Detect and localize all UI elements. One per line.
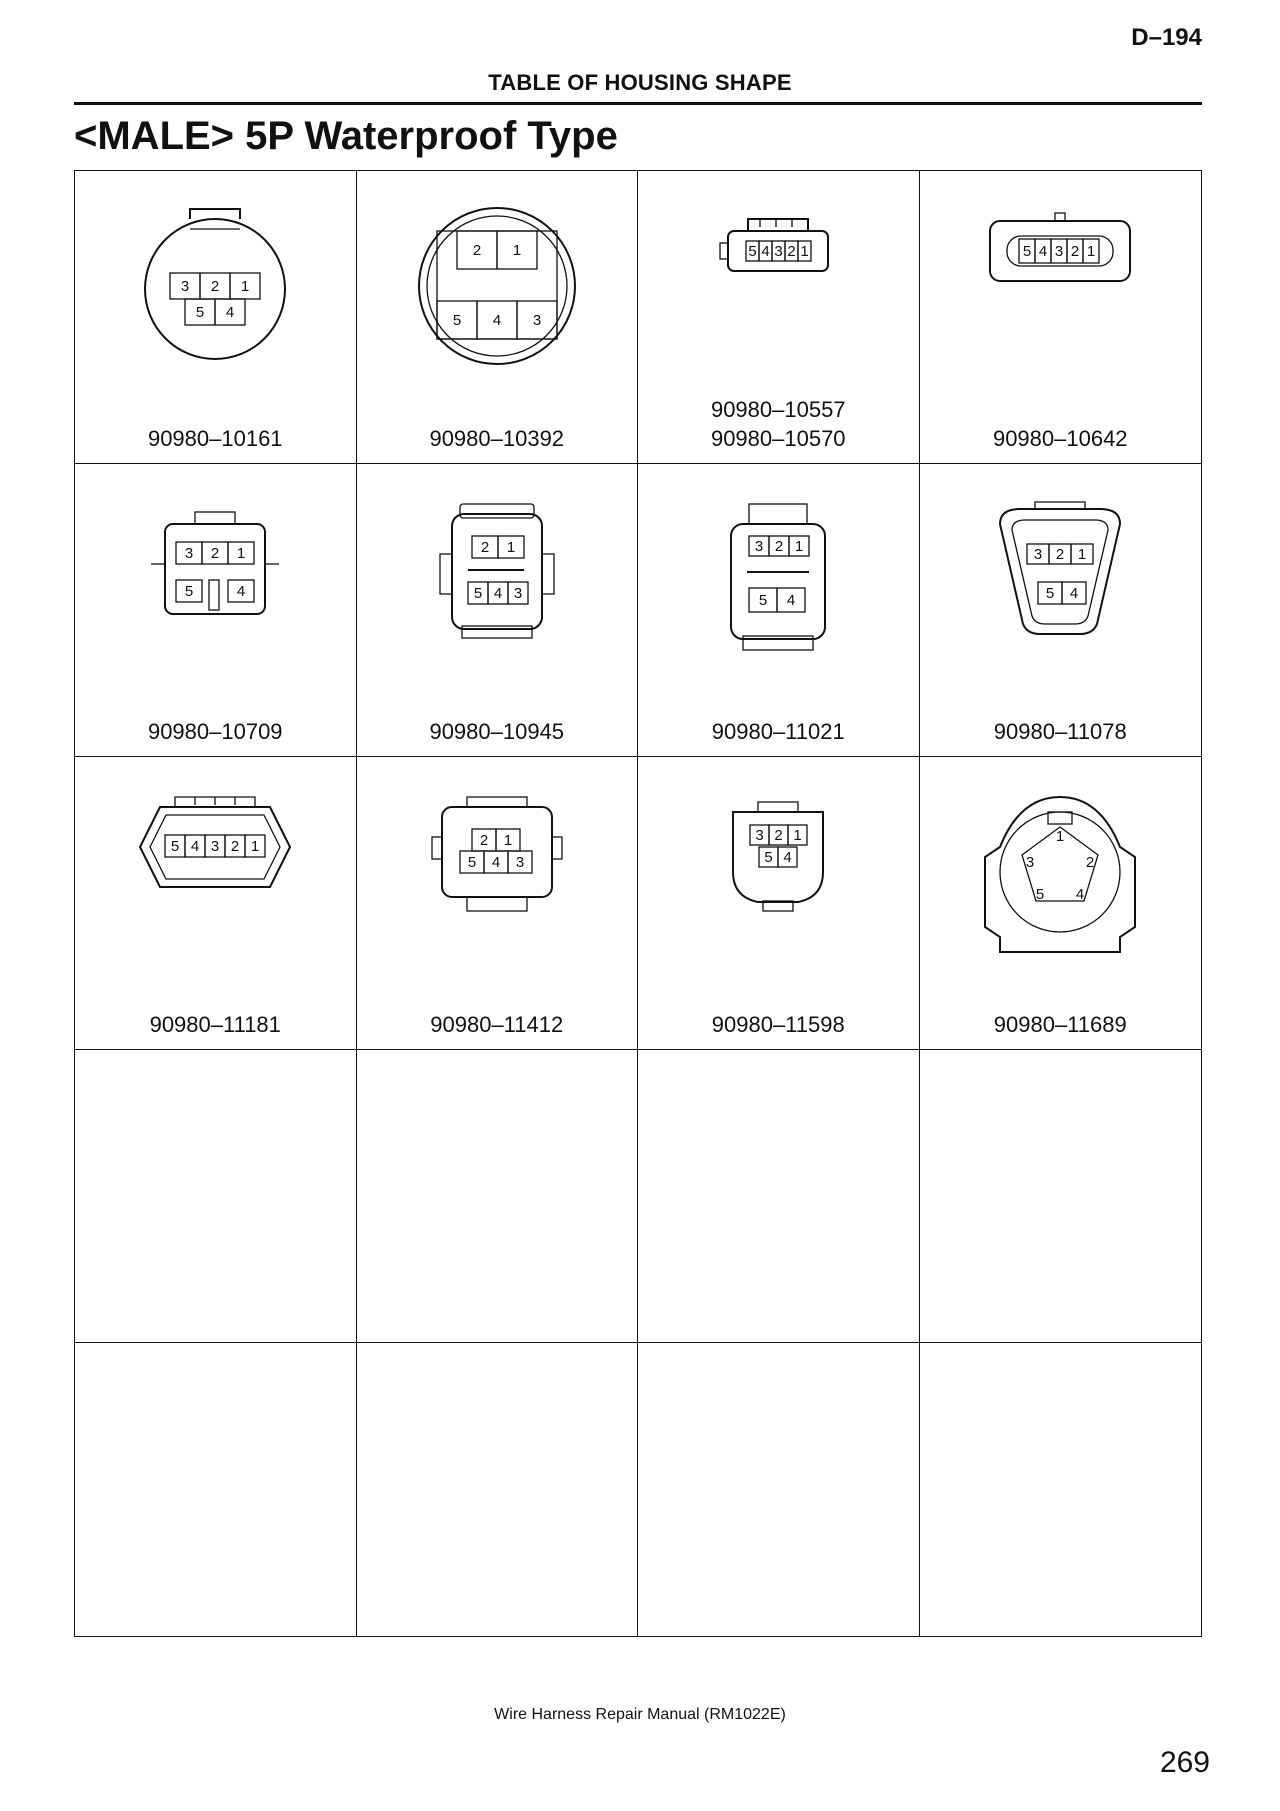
pin-label: 2	[472, 241, 481, 259]
pin-label: 1	[237, 544, 246, 562]
pin-label: 4	[237, 582, 246, 600]
empty-cell	[638, 1050, 920, 1343]
pin-label: 3	[515, 853, 524, 871]
part-number: 90980–11078	[993, 719, 1127, 744]
empty-cell	[357, 1343, 639, 1636]
page-title: <MALE> 5P Waterproof Type	[74, 114, 618, 158]
part-number: 90980–11689	[993, 1012, 1127, 1037]
connector-cell	[75, 171, 357, 464]
part-number-label	[75, 717, 356, 746]
pin-label: 5	[185, 582, 194, 600]
pin-label: 2	[1071, 242, 1080, 260]
pin-label: 3	[211, 837, 220, 855]
pin-label: 1	[503, 831, 512, 849]
connector-cell	[357, 171, 639, 464]
pin-label: 1	[793, 826, 802, 844]
pin-label: 1	[506, 538, 515, 556]
pin-label: 2	[211, 277, 220, 295]
pin-label: 2	[775, 537, 784, 555]
pin-label: 3	[513, 584, 522, 602]
pin-label: 4	[493, 584, 502, 602]
part-number-label	[920, 424, 1202, 453]
header-rule	[74, 102, 1202, 105]
pin-label: 4	[761, 242, 770, 260]
pin-label: 5	[452, 311, 461, 329]
pin-label: 5	[748, 242, 757, 260]
pin-label: 4	[492, 311, 501, 329]
empty-cell	[638, 1343, 920, 1636]
pin-label: 5	[196, 303, 205, 321]
pin-label: 5	[764, 848, 773, 866]
pin-label: 1	[800, 242, 809, 260]
connector-cell	[357, 757, 639, 1050]
connector-cell	[920, 757, 1202, 1050]
pin-label: 2	[211, 544, 220, 562]
pin-label: 2	[479, 831, 488, 849]
pin-label: 2	[480, 538, 489, 556]
connector-cell	[638, 757, 920, 1050]
pin-label: 5	[171, 837, 180, 855]
part-number: 90980–10570	[710, 426, 846, 451]
pin-label: 3	[755, 537, 764, 555]
pin-label: 3	[774, 242, 783, 260]
pin-label: 3	[1026, 853, 1035, 871]
part-number-label	[75, 424, 356, 453]
pin-label: 4	[1076, 885, 1085, 903]
pin-label: 5	[759, 591, 768, 609]
pin-label: 4	[191, 837, 200, 855]
connector-table	[74, 170, 1202, 1637]
pin-label: 1	[1087, 242, 1096, 260]
empty-cell	[75, 1343, 357, 1636]
part-number: 90980–10642	[992, 426, 1128, 451]
part-number: 90980–10392	[429, 426, 565, 451]
pin-label: 1	[795, 537, 804, 555]
section-title: TABLE OF HOUSING SHAPE	[488, 70, 792, 95]
pin-label: 1	[241, 277, 250, 295]
connector-cell	[75, 757, 357, 1050]
part-number: 90980–11598	[711, 1012, 845, 1037]
connector-cell	[357, 464, 639, 757]
part-number: 90980–10557	[710, 397, 846, 422]
part-number-label	[920, 717, 1202, 746]
pin-label: 2	[1056, 545, 1065, 563]
pin-label: 1	[1078, 545, 1087, 563]
part-number: 90980–10945	[429, 719, 565, 744]
part-number: 90980–11412	[430, 1012, 564, 1037]
footer: Wire Harness Repair Manual (RM1022E)	[494, 1706, 786, 1723]
pin-label: 1	[251, 837, 260, 855]
pin-label: 2	[1086, 853, 1095, 871]
part-number: 90980–10709	[147, 719, 283, 744]
empty-cell	[75, 1050, 357, 1343]
page-number: 269	[1159, 1746, 1210, 1779]
pin-label: 3	[185, 544, 194, 562]
pin-label: 5	[467, 853, 476, 871]
pin-label: 4	[1039, 242, 1048, 260]
part-number: 90980–10161	[147, 426, 283, 451]
connector-cell	[638, 171, 920, 464]
pin-label: 2	[774, 826, 783, 844]
pin-label: 4	[226, 303, 235, 321]
pin-label: 5	[473, 584, 482, 602]
pin-label: 1	[1056, 827, 1065, 845]
pin-label: 5	[1046, 584, 1055, 602]
pin-label: 4	[787, 591, 796, 609]
part-number-label	[638, 1010, 919, 1039]
pin-label: 1	[512, 241, 521, 259]
connector-cell	[920, 171, 1202, 464]
pin-label: 2	[231, 837, 240, 855]
connector-cell	[75, 464, 357, 757]
empty-cell	[357, 1050, 639, 1343]
part-number-label	[357, 1010, 638, 1039]
pin-label: 3	[1034, 545, 1043, 563]
pin-label: 4	[783, 848, 792, 866]
pin-label: 3	[532, 311, 541, 329]
pin-label: 2	[787, 242, 796, 260]
part-number: 90980–11021	[711, 719, 845, 744]
part-number-label	[638, 395, 919, 453]
part-number-label	[75, 1010, 356, 1039]
empty-cell	[920, 1050, 1202, 1343]
pin-label: 3	[181, 277, 190, 295]
part-number-label	[357, 424, 638, 453]
pin-label: 4	[1070, 584, 1079, 602]
connector-cell	[638, 464, 920, 757]
part-number-label	[920, 1010, 1202, 1039]
part-number-label	[357, 717, 638, 746]
part-number: 90980–11181	[149, 1012, 281, 1037]
part-number-label	[638, 717, 919, 746]
pin-label: 5	[1023, 242, 1032, 260]
connector-cell	[920, 464, 1202, 757]
pin-label: 4	[491, 853, 500, 871]
pin-label: 5	[1036, 885, 1045, 903]
pin-label: 3	[755, 826, 764, 844]
page-code: D–194	[1131, 24, 1202, 51]
pin-label: 3	[1055, 242, 1064, 260]
empty-cell	[920, 1343, 1202, 1636]
